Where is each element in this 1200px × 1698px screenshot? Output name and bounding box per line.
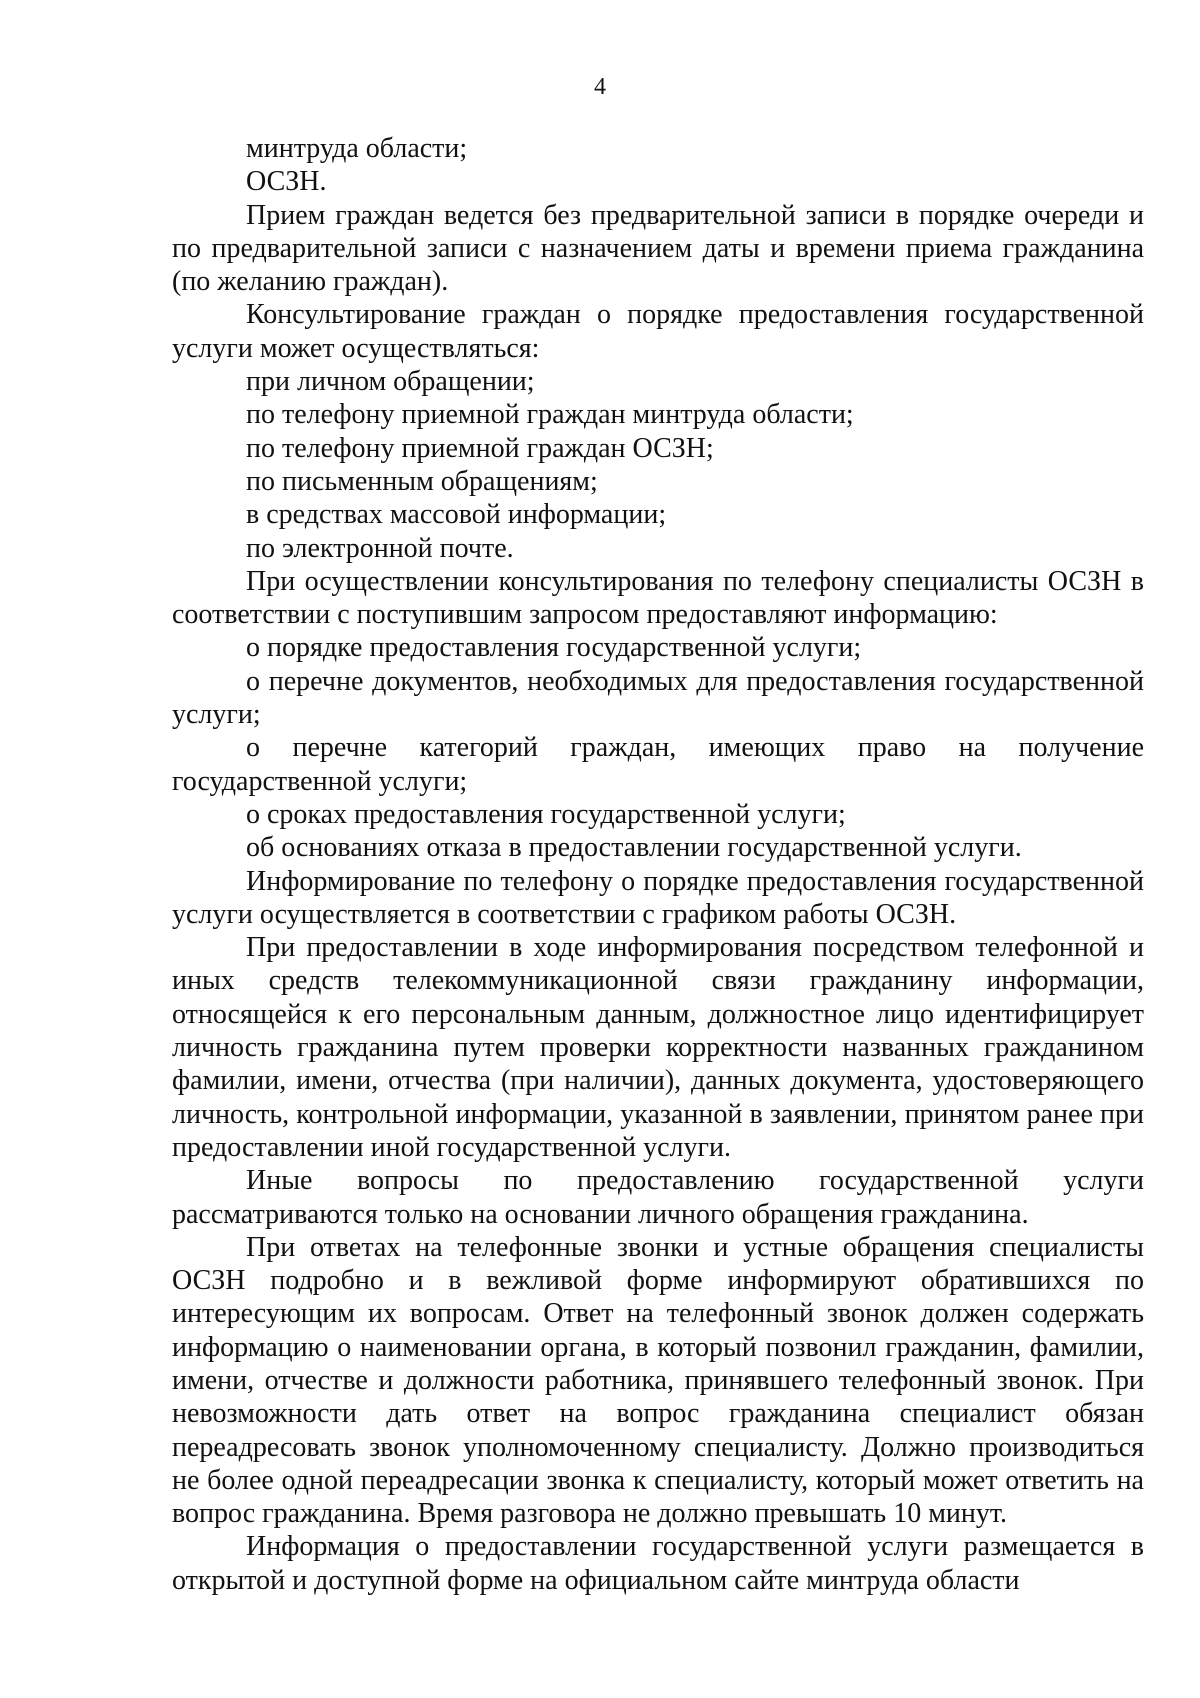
paragraph: При предоставлении в ходе информирования посредством телефонной и иных средств телекоммуникационной связи гражданину информации, относящейся к его персональным данным, должностное лицо идентифицирует личность гражданина путем проверки корректности названных гражданином фамилии, имени, отчества (при наличии), данных документа, удостоверяющего личность, контрольной информации, указанной в заявлении, принятом ранее при предоставлении иной государственной услуги. — [172, 932, 1144, 1163]
page-number: 4 — [594, 74, 606, 100]
document-body — [172, 132, 1144, 1597]
list-item: по телефону приемной граждан минтруда области; — [246, 399, 854, 431]
list-item: по письменным обращениям; — [246, 465, 598, 497]
list-item: по телефону приемной граждан ОСЗН; — [246, 432, 714, 464]
list-item: о сроках предоставления государственной услуги; — [246, 798, 846, 830]
list-item: о порядке предоставления государственной услуги; — [246, 632, 862, 664]
list-item: в средствах массовой информации; — [246, 499, 667, 531]
list-item: о перечне документов, необходимых для предоставления государственной услуги; — [172, 665, 1144, 731]
paragraph: Консультирование граждан о порядке предоставления государственной услуги может осуществляться: — [172, 299, 1144, 364]
paragraph: ОСЗН. — [246, 166, 327, 198]
paragraph: Иные вопросы по предоставлению государственной услуги рассматриваются только на основании личного обращения гражданина. — [172, 1165, 1144, 1230]
list-item: при личном обращении; — [246, 366, 535, 398]
paragraph: Прием граждан ведется без предварительной записи в порядке очереди и по предварительной записи с назначением даты и времени приема гражданина (по желанию граждан). — [172, 199, 1144, 298]
list-item: по электронной почте. — [246, 532, 514, 564]
list-item: об основаниях отказа в предоставлении государственной услуги. — [246, 832, 1022, 864]
paragraph: Информация о предоставлении государственной услуги размещается в открытой и доступной форме на официальном сайте минтруда области — [172, 1531, 1144, 1596]
paragraph: Информирование по телефону о порядке предоставления государственной услуги осуществляется в соответствии с графиком работы ОСЗН. — [172, 865, 1144, 930]
paragraph: При осуществлении консультирования по телефону специалисты ОСЗН в соответствии с поступившим запросом предоставляют информацию: — [172, 565, 1144, 631]
paragraph: При ответах на телефонные звонки и устные обращения специалисты ОСЗН подробно и в вежливой форме информируют обратившихся по интересующим их вопросам. Ответ на телефонный звонок должен содержать информацию о наименовании органа, в который позвонил гражданин, фамилии, имени, отчестве и должности работника, принявшего телефонный звонок. При невозможности дать ответ на вопрос гражданина специалист обязан переадресовать звонок уполномоченному специалисту. Должно производиться не более одной переадресации звонка к специалисту, который может ответить на вопрос гражданина. Время разговора не должно превышать 10 минут. — [172, 1231, 1144, 1530]
list-item: о перечне категорий граждан, имеющих право на получение государственной услуги; — [172, 732, 1144, 797]
paragraph: минтруда области; — [246, 133, 468, 164]
